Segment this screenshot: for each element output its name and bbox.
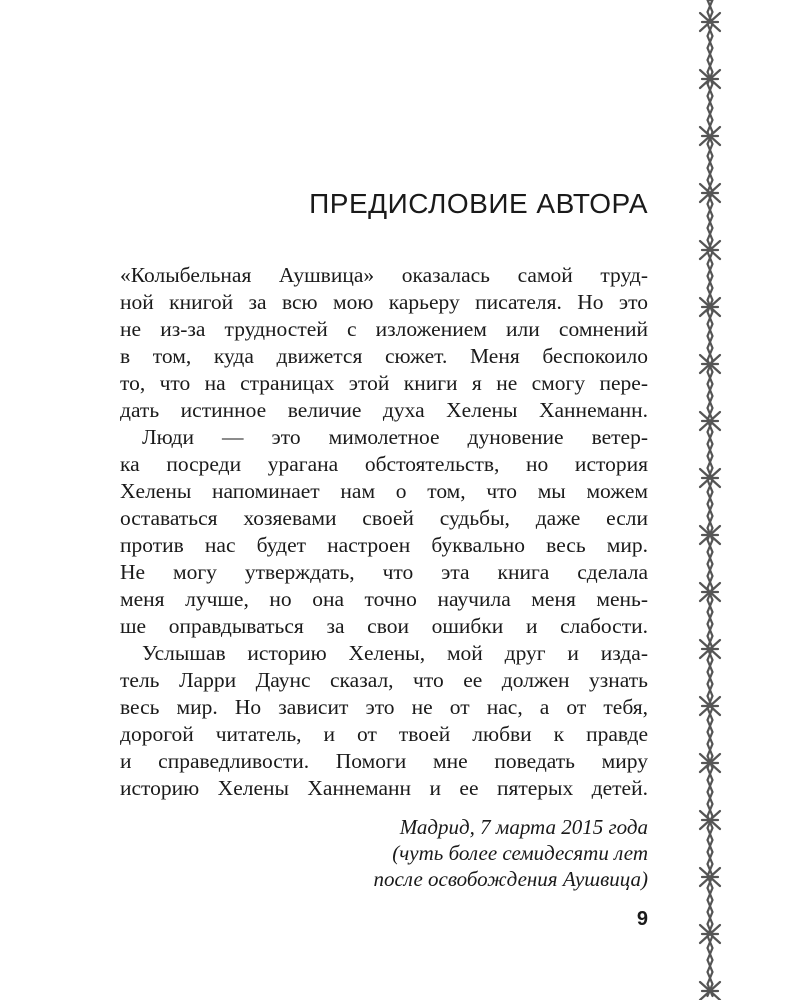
text-line: тель Ларри Даунс сказал, что ее должен узнать <box>120 668 648 692</box>
wire-barb <box>700 583 720 601</box>
text-line: против нас будет настроен буквально весь мир. <box>120 533 648 557</box>
text-line: «Колыбельная Аушвица» оказалась самой труд- <box>120 263 648 287</box>
signature <box>260 814 648 892</box>
barbed-wire-icon <box>680 0 740 1000</box>
signature-line: (чуть более семидесяти лет <box>392 841 648 865</box>
text-line: весь мир. Но зависит это не от нас, а от тебя, <box>120 695 648 719</box>
wire-barb <box>700 70 720 88</box>
text-line: дорогой читатель, и от твоей любви к правде <box>120 722 648 746</box>
text-line: ной книгой за всю мою карьеру писателя. Но это <box>120 290 648 314</box>
signature-line: Мадрид, 7 марта 2015 года <box>399 815 648 839</box>
text-line: оставаться хозяевами своей судьбы, даже если <box>120 506 648 530</box>
text-line: Люди — это мимолетное дуновение ветер- <box>142 425 648 449</box>
text-line: меня лучше, но она точно научила меня мень- <box>120 587 648 611</box>
text-line: Услышав историю Хелены, мой друг и изда- <box>142 641 648 665</box>
text-line: ка посреди урагана обстоятельств, но история <box>120 452 648 476</box>
wire-barb <box>700 982 720 1000</box>
text-line: Не могу утверждать, что эта книга сделала <box>120 560 648 584</box>
body-text <box>120 262 648 802</box>
text-line: дать истинное величие духа Хелены Ханнеманн. <box>120 398 648 422</box>
wire-barb <box>700 355 720 373</box>
wire-barb <box>700 298 720 316</box>
page-number: 9 <box>636 908 648 930</box>
text-line: и справедливости. Помоги мне поведать миру <box>120 749 648 773</box>
text-line: не из-за трудностей с изложением или сомнений <box>120 317 648 341</box>
wire-barb <box>700 754 720 772</box>
text-line: Хелены напоминает нам о том, что мы можем <box>120 479 648 503</box>
text-line: ше оправдываться за свои ошибки и слабости. <box>120 614 648 638</box>
signature-line: после освобождения Аушвица) <box>373 867 648 891</box>
wire-barb <box>700 811 720 829</box>
wire-barb <box>700 526 720 544</box>
page-title: ПРЕДИСЛОВИЕ АВТОРА <box>309 188 648 219</box>
text-line: историю Хелены Ханнеманн и ее пятерых детей. <box>120 776 648 800</box>
text-line: то, что на страницах этой книги я не смогу пере- <box>120 371 648 395</box>
wire-barb <box>700 127 720 145</box>
text-line: в том, куда движется сюжет. Меня беспокоило <box>120 344 648 368</box>
wire-strand <box>708 0 713 996</box>
